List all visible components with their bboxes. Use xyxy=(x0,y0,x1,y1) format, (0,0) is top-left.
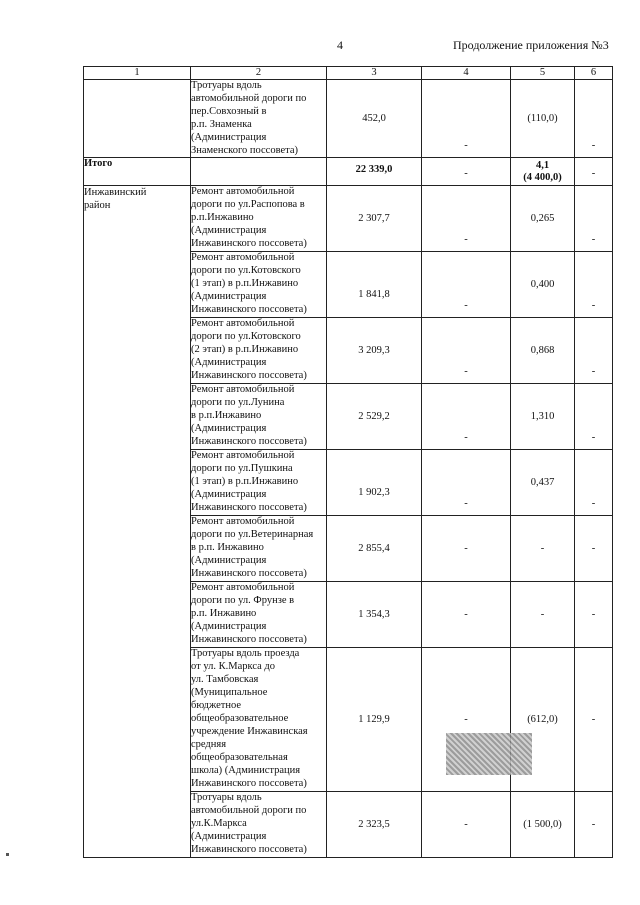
col6-value: - xyxy=(575,582,613,648)
itogo-col5 xyxy=(511,158,575,186)
col6-value: - xyxy=(575,186,613,252)
col-header-1: 1 xyxy=(84,67,191,80)
col6-value: - xyxy=(575,318,613,384)
cost-value: 1 902,3 xyxy=(327,450,422,516)
col4-value: - xyxy=(422,252,511,318)
col6-value: - xyxy=(575,384,613,450)
col5-value: - xyxy=(511,516,575,582)
col-header-2: 2 xyxy=(191,67,327,80)
col5-value: 0,437 xyxy=(511,450,575,516)
scan-artifact xyxy=(6,853,9,856)
col5-value: (612,0) xyxy=(511,648,575,792)
object-description: Тротуары вдоль автомобильной дороги по ул.К.Маркса (Администрация Инжавинского поссовета) xyxy=(191,792,327,858)
cost-value: 1 841,8 xyxy=(327,252,422,318)
object-description: Тротуары вдоль автомобильной дороги по пер.Совхозный в р.п. Знаменка (Администрация Знаменского поссовета) xyxy=(191,80,327,158)
region-name: Инжавинский район xyxy=(84,186,191,858)
continuation-title: Продолжение приложения №3 xyxy=(453,38,609,52)
region-cell-empty xyxy=(84,80,191,158)
col5-value: 1,310 xyxy=(511,384,575,450)
cost-value: 3 209,3 xyxy=(327,318,422,384)
col6-value: - xyxy=(575,80,613,158)
col5-value: 0,400 xyxy=(511,252,575,318)
col-header-3: 3 xyxy=(327,67,422,80)
col6-value: - xyxy=(575,648,613,792)
redaction-stamp xyxy=(446,733,532,775)
object-description: Ремонт автомобильной дороги по ул.Лунина в р.п.Инжавино (Администрация Инжавинского поссовета) xyxy=(191,384,327,450)
object-description: Тротуары вдоль проезда от ул. К.Маркса до ул. Тамбовская (Муниципальное бюджетное общеобразовательное учреждение Инжавинская средняя общеобразовательная школа) (Администрация Инжавинского поссовета) xyxy=(191,648,327,792)
cost-value: 2 323,5 xyxy=(327,792,422,858)
col6-value: - xyxy=(575,516,613,582)
col4-value: - xyxy=(422,516,511,582)
cost-value: 2 529,2 xyxy=(327,384,422,450)
object-description: Ремонт автомобильной дороги по ул. Фрунзе в р.п. Инжавино (Администрация Инжавинского поссовета) xyxy=(191,582,327,648)
col4-value: - xyxy=(422,582,511,648)
col6-value: - xyxy=(575,252,613,318)
appendix-table xyxy=(83,66,613,858)
col4-value: - xyxy=(422,384,511,450)
col5-value: - xyxy=(511,582,575,648)
col-header-5: 5 xyxy=(511,67,575,80)
col-header-6: 6 xyxy=(575,67,613,80)
col6-value: - xyxy=(575,450,613,516)
object-description: Ремонт автомобильной дороги по ул.Пушкина (1 этап) в р.п.Инжавино (Администрация Инжавинского поссовета) xyxy=(191,450,327,516)
col4-value: - xyxy=(422,318,511,384)
table-row-znamenka-sidewalk xyxy=(84,80,613,158)
itogo-col4: - xyxy=(422,158,511,186)
page-number: 4 xyxy=(337,38,343,52)
cost-value: 1 129,9 xyxy=(327,648,422,792)
cost-value: 2 855,4 xyxy=(327,516,422,582)
itogo-col5-line2: (4 400,0) xyxy=(523,172,562,184)
object-description: Ремонт автомобильной дороги по ул.Распопова в р.п.Инжавино (Администрация Инжавинского поссовета) xyxy=(191,186,327,252)
col5-value: (110,0) xyxy=(511,80,575,158)
itogo-col6: - xyxy=(575,158,613,186)
itogo-empty-cell xyxy=(191,158,327,186)
itogo-col5-line1: 4,1 xyxy=(535,160,550,172)
itogo-label: Итого xyxy=(84,158,191,186)
col5-value: 0,265 xyxy=(511,186,575,252)
cost-value: 1 354,3 xyxy=(327,582,422,648)
col4-value: - xyxy=(422,186,511,252)
col4-value: - xyxy=(422,450,511,516)
object-description: Ремонт автомобильной дороги по ул.Ветеринарная в р.п. Инжавино (Администрация Инжавинского поссовета) xyxy=(191,516,327,582)
cost-value: 2 307,7 xyxy=(327,186,422,252)
itogo-row xyxy=(84,158,613,186)
col5-value: (1 500,0) xyxy=(511,792,575,858)
col4-value: - xyxy=(422,648,511,792)
column-number-row xyxy=(84,67,613,80)
col-header-4: 4 xyxy=(422,67,511,80)
col4-value: - xyxy=(422,792,511,858)
cost-value: 452,0 xyxy=(327,80,422,158)
col4-value: - xyxy=(422,80,511,158)
col6-value: - xyxy=(575,792,613,858)
object-description: Ремонт автомобильной дороги по ул.Котовского (1 этап) в р.п.Инжавино (Администрация Инжавинского поссовета) xyxy=(191,252,327,318)
table-row xyxy=(84,186,613,252)
object-description: Ремонт автомобильной дороги по ул.Котовского (2 этап) в р.п.Инжавино (Администрация Инжавинского поссовета) xyxy=(191,318,327,384)
col5-value: 0,868 xyxy=(511,318,575,384)
itogo-cost: 22 339,0 xyxy=(327,158,422,186)
